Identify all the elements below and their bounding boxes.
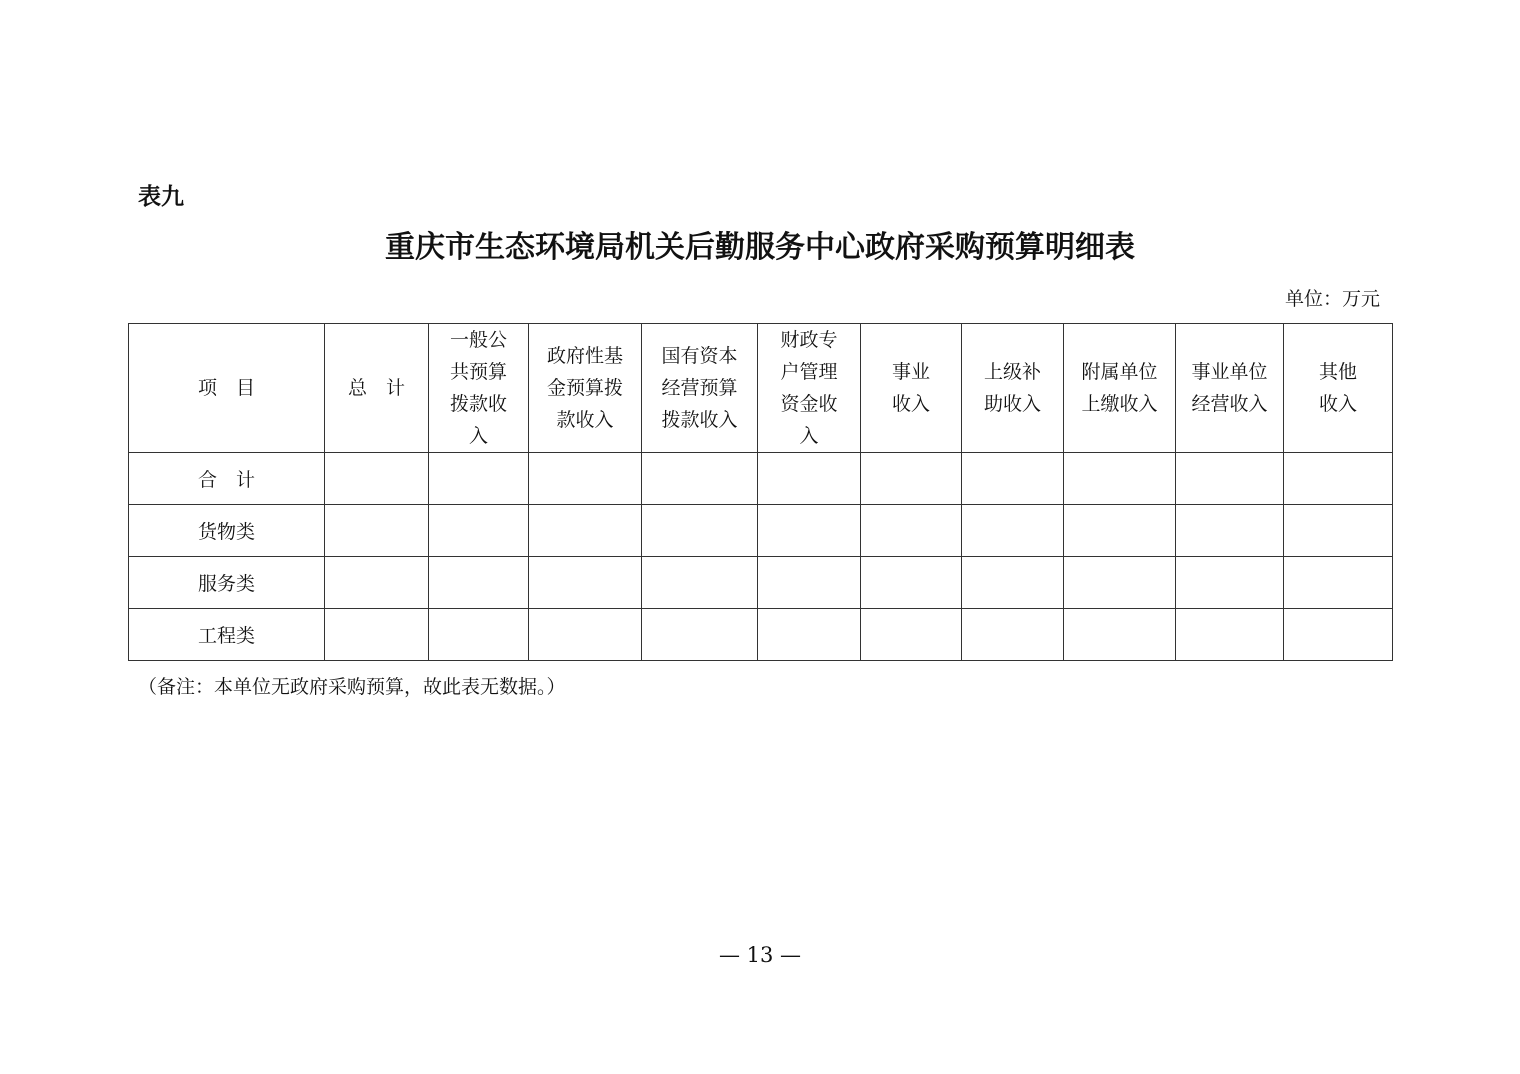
table-cell (325, 505, 429, 557)
table-cell (529, 557, 642, 609)
unit-label: 单位：万元 (1284, 288, 1380, 310)
table-cell (642, 557, 758, 609)
table-cell (529, 453, 642, 505)
table-cell (758, 557, 861, 609)
header-cell (642, 324, 758, 453)
header-cell (962, 324, 1064, 453)
table-cell (642, 505, 758, 557)
table-cell (962, 609, 1064, 661)
table-cell (861, 453, 962, 505)
table-cell (1284, 557, 1393, 609)
table-cell (962, 557, 1064, 609)
table-cell (1176, 557, 1284, 609)
table-cell (758, 609, 861, 661)
table-cell (758, 505, 861, 557)
table-cell (642, 609, 758, 661)
header-business-income: 事业 收入 (891, 361, 930, 415)
table-cell (529, 609, 642, 661)
row-label: 服务类 (129, 557, 325, 609)
header-affiliated-units: 附属单位 上缴收入 (1081, 361, 1158, 415)
row-label: 合 计 (129, 453, 325, 505)
header-cell (429, 324, 529, 453)
table-cell (429, 557, 529, 609)
header-general-budget: 一般公 共预算 拨款收 入 (449, 329, 507, 447)
header-operating-income: 事业单位 经营收入 (1191, 361, 1268, 415)
table-row (129, 505, 1393, 557)
table-cell (529, 505, 642, 557)
table-cell (1064, 453, 1176, 505)
header-superior-subsidy: 上级补 助收入 (983, 361, 1041, 415)
row-label: 工程类 (129, 609, 325, 661)
table-cell (1176, 505, 1284, 557)
row-label: 货物类 (129, 505, 325, 557)
header-cell (325, 324, 429, 453)
procurement-budget-table (128, 323, 1393, 661)
header-cell (758, 324, 861, 453)
table-cell (861, 505, 962, 557)
table-cell (1064, 609, 1176, 661)
table-row (129, 453, 1393, 505)
table-cell (642, 453, 758, 505)
table-cell (429, 505, 529, 557)
table-cell (758, 453, 861, 505)
header-row (129, 324, 1393, 453)
document-title: 重庆市生态环境局机关后勤服务中心政府采购预算明细表 (385, 230, 1135, 265)
table-cell (1064, 505, 1176, 557)
header-item: 项 目 (197, 377, 255, 399)
table-row (129, 557, 1393, 609)
header-cell (861, 324, 962, 453)
table-cell (1176, 453, 1284, 505)
table-cell (1284, 505, 1393, 557)
table-note: （备注：本单位无政府采购预算，故此表无数据。） (138, 676, 566, 698)
table-cell (861, 609, 962, 661)
table-cell (962, 453, 1064, 505)
header-total: 总 计 (347, 377, 405, 399)
header-state-capital: 国有资本 经营预算 拨款收入 (661, 345, 738, 431)
table-row (129, 609, 1393, 661)
table-cell (325, 557, 429, 609)
header-gov-fund: 政府性基 金预算拨 款收入 (546, 345, 623, 431)
table-cell (1284, 609, 1393, 661)
table-cell (325, 453, 429, 505)
table-cell (861, 557, 962, 609)
table-label: 表九 (138, 184, 184, 210)
table-cell (962, 505, 1064, 557)
table-cell (429, 453, 529, 505)
header-cell (1176, 324, 1284, 453)
table-cell (429, 609, 529, 661)
table-cell (1064, 557, 1176, 609)
header-cell (1064, 324, 1176, 453)
page-number: — 13 — (718, 943, 802, 967)
header-special-account: 财政专 户管理 资金收 入 (780, 329, 838, 447)
table-cell (1284, 453, 1393, 505)
header-cell (1284, 324, 1393, 453)
header-cell (529, 324, 642, 453)
table-cell (1176, 609, 1284, 661)
header-other-income: 其他 收入 (1318, 361, 1357, 415)
table-cell (325, 609, 429, 661)
header-cell (129, 324, 325, 453)
